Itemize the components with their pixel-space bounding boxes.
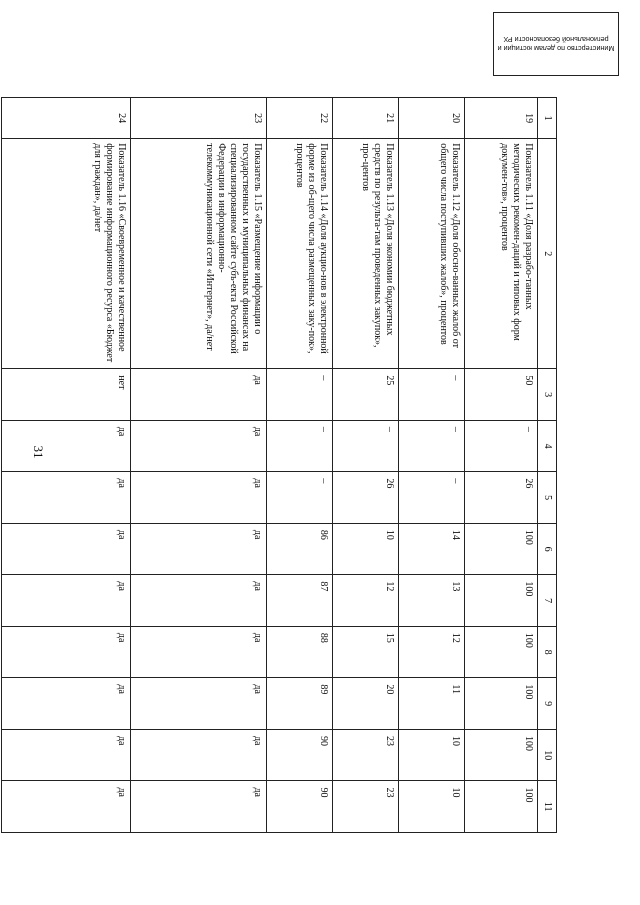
value-cell-col-8: да xyxy=(131,626,267,678)
value-cell-col-11: 10 xyxy=(399,781,465,833)
value-cell-col-8: 88 xyxy=(267,626,333,678)
value-cell-col-6: 14 xyxy=(399,523,465,575)
value-cell-col-8: 15 xyxy=(333,626,399,678)
value-cell-col-10: 100 xyxy=(465,729,538,781)
value-cell-col-11: 100 xyxy=(465,781,538,833)
row-number-cell: 24 xyxy=(2,98,131,139)
row-number-cell: 21 xyxy=(333,98,399,139)
value-cell-col-4: – xyxy=(267,420,333,472)
value-cell-col-4: да xyxy=(2,420,131,472)
value-cell-col-4: – xyxy=(333,420,399,472)
value-cell-col-5: – xyxy=(399,472,465,524)
value-cell-col-3: 25 xyxy=(333,369,399,421)
value-cell-col-5: – xyxy=(267,472,333,524)
value-cell-col-10: 10 xyxy=(399,729,465,781)
header-cell-8: 8 xyxy=(538,626,557,678)
value-cell-col-3: да xyxy=(131,369,267,421)
table-row xyxy=(131,98,267,833)
value-cell-col-4: – xyxy=(465,420,538,472)
value-cell-col-6: 10 xyxy=(333,523,399,575)
value-cell-col-4: – xyxy=(399,420,465,472)
table-row xyxy=(465,98,538,833)
stamp-text: Министерство по делам юстиции и региональной безопасности РХ xyxy=(497,35,615,53)
value-cell-col-9: да xyxy=(2,678,131,730)
value-cell-col-5: да xyxy=(131,472,267,524)
value-cell-col-11: да xyxy=(131,781,267,833)
value-cell-col-10: 23 xyxy=(333,729,399,781)
value-cell-col-11: да xyxy=(2,781,131,833)
value-cell-col-10: да xyxy=(131,729,267,781)
value-cell-col-9: 11 xyxy=(399,678,465,730)
value-cell-col-9: 89 xyxy=(267,678,333,730)
table-rotation-frame xyxy=(87,97,557,833)
value-cell-col-11: 23 xyxy=(333,781,399,833)
row-number-cell: 22 xyxy=(267,98,333,139)
table-row xyxy=(2,98,131,833)
value-cell-col-6: 86 xyxy=(267,523,333,575)
value-cell-col-3: – xyxy=(267,369,333,421)
value-cell-col-7: 100 xyxy=(465,575,538,627)
value-cell-col-7: 13 xyxy=(399,575,465,627)
indicator-name-cell: Показатель 1.11 «Доля разрабо-танных методических рекомен-даций и типовых форм докумен-тов», процентов xyxy=(465,139,538,369)
row-number-cell: 20 xyxy=(399,98,465,139)
indicator-name-cell: Показатель 1.16 «Своевременное и качественное формирование информационного ресурса «Бюджет для граждан», да/нет xyxy=(2,139,131,369)
indicator-name-cell: Показатель 1.13 «Доля экономии бюджетных средств по результа-там проведенных закупок», про-центов xyxy=(333,139,399,369)
indicator-name-cell: Показатель 1.14 «Доля аукцио-нов в электронной форме из об-щего числа размещенных заку-пок», процентов xyxy=(267,139,333,369)
value-cell-col-7: 87 xyxy=(267,575,333,627)
value-cell-col-9: 100 xyxy=(465,678,538,730)
value-cell-col-5: 26 xyxy=(333,472,399,524)
table-row xyxy=(267,98,333,833)
value-cell-col-7: да xyxy=(2,575,131,627)
value-cell-col-6: да xyxy=(131,523,267,575)
value-cell-col-6: да xyxy=(2,523,131,575)
value-cell-col-9: 20 xyxy=(333,678,399,730)
table-header-row xyxy=(538,98,557,833)
value-cell-col-3: – xyxy=(399,369,465,421)
value-cell-col-6: 100 xyxy=(465,523,538,575)
value-cell-col-5: да xyxy=(2,472,131,524)
header-cell-5: 5 xyxy=(538,472,557,524)
value-cell-col-7: 12 xyxy=(333,575,399,627)
table-rotated xyxy=(87,97,557,833)
value-cell-col-9: да xyxy=(131,678,267,730)
header-cell-11: 11 xyxy=(538,781,557,833)
value-cell-col-10: да xyxy=(2,729,131,781)
header-cell-7: 7 xyxy=(538,575,557,627)
value-cell-col-3: 50 xyxy=(465,369,538,421)
header-cell-4: 4 xyxy=(538,420,557,472)
header-cell-3: 3 xyxy=(538,369,557,421)
table-row xyxy=(333,98,399,833)
row-number-cell: 19 xyxy=(465,98,538,139)
value-cell-col-10: 90 xyxy=(267,729,333,781)
value-cell-col-4: да xyxy=(131,420,267,472)
header-cell-10: 10 xyxy=(538,729,557,781)
indicators-table xyxy=(1,97,557,833)
value-cell-col-7: да xyxy=(131,575,267,627)
indicator-name-cell: Показатель 1.15 «Размещение информации о государственных и муниципальных финансах на специализированном сайте субъ-екта Российской Федерации в информационно-телекоммуникационной сети «Интернет», да/нет xyxy=(131,139,267,369)
value-cell-col-5: 26 xyxy=(465,472,538,524)
header-cell-9: 9 xyxy=(538,678,557,730)
header-cell-6: 6 xyxy=(538,523,557,575)
indicator-name-cell: Показатель 1.12 «Доля обосно-ванных жалоб от общего числа поступивших жалоб», процентов xyxy=(399,139,465,369)
row-number-cell: 23 xyxy=(131,98,267,139)
page-number: 31 xyxy=(31,445,46,459)
header-cell-1: 1 xyxy=(538,98,557,139)
ministry-stamp xyxy=(493,12,619,76)
table-row xyxy=(399,98,465,833)
header-cell-2: 2 xyxy=(538,139,557,369)
value-cell-col-8: 100 xyxy=(465,626,538,678)
value-cell-col-8: да xyxy=(2,626,131,678)
value-cell-col-11: 90 xyxy=(267,781,333,833)
value-cell-col-8: 12 xyxy=(399,626,465,678)
value-cell-col-3: нет xyxy=(2,369,131,421)
